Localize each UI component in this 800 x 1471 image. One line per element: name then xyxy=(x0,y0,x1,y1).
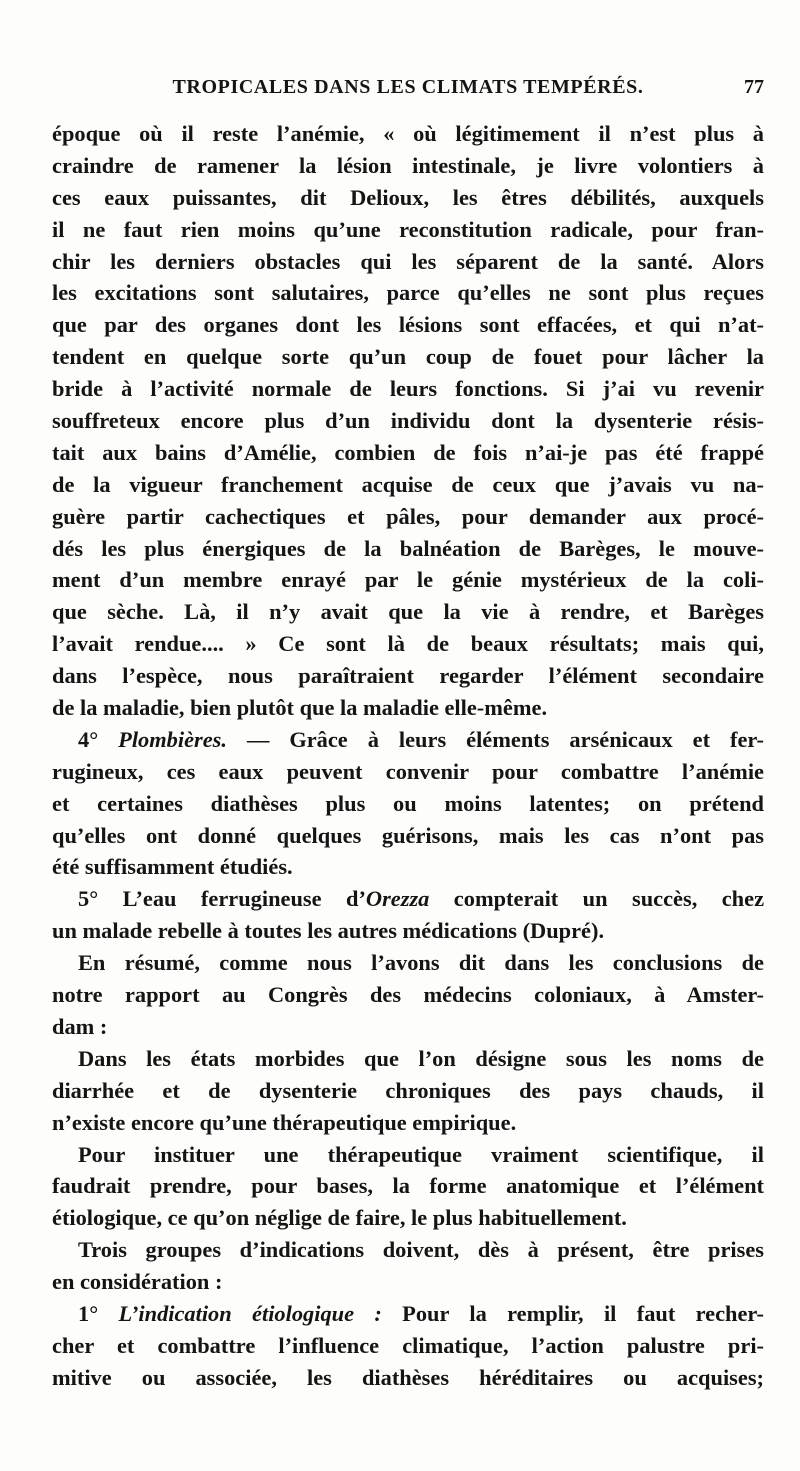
text-line: notre rapport au Congrès des médecins coloniaux, à Amster- xyxy=(52,982,764,1008)
text-line: qu’elles ont donné quelques guérisons, mais les cas n’ont pas xyxy=(52,822,764,848)
text-line: que par des organes dont les lésions sont effacées, et qui n’at- xyxy=(52,312,764,338)
text-line: dans l’espèce, nous paraîtraient regarder l’élément secondaire xyxy=(52,663,764,689)
text-line: mitive ou associée, les diathèses héréditaires ou acquises; xyxy=(52,1364,764,1390)
text-line: chir les derniers obstacles qui les séparent de la santé. Alors xyxy=(52,248,764,274)
text-line: guère partir cachectiques et pâles, pour demander aux procé- xyxy=(52,503,764,529)
text-line: faudrait prendre, pour bases, la forme anatomique et l’élément xyxy=(52,1173,764,1199)
text-line: dés les plus énergiques de la balnéation de Barèges, le mouve- xyxy=(52,535,764,561)
text-line: souffreteux encore plus d’un individu dont la dysenterie résis- xyxy=(52,408,764,434)
text-line: rugineux, ces eaux peuvent convenir pour combattre l’anémie xyxy=(52,758,764,784)
indication-text: Pour la remplir, il faut recher- xyxy=(381,1300,764,1326)
text-line: En résumé, comme nous l’avons dit dans les conclusions de xyxy=(78,950,764,976)
text-line: en considération : xyxy=(52,1269,223,1295)
orezza-line xyxy=(52,883,764,915)
orezza-after: compterait un succès, chez xyxy=(429,886,764,912)
text-line: que sèche. Là, il n’y avait que la vie à rendre, et Barèges xyxy=(52,599,764,625)
text-line: époque où il reste l’anémie, « où légitimement il n’est plus à xyxy=(52,121,764,146)
page-number: 77 xyxy=(744,76,764,98)
text-line: l’avait rendue.... » Ce sont là de beaux résultats; mais qui, xyxy=(52,631,764,657)
text-line: de la maladie, bien plutôt que la maladie elle-même. xyxy=(52,695,548,721)
plombieres-text: — Grâce à leurs éléments arsénicaux et fer- xyxy=(226,726,764,752)
text-line: ces eaux puissantes, dit Delioux, les êtres débilités, auxquels xyxy=(52,184,764,210)
orezza-name: Orezza xyxy=(365,886,430,912)
text-line: Pour instituer une thérapeutique vraiment scientifique, il xyxy=(78,1141,764,1167)
body-text xyxy=(52,118,764,1394)
text-line: dam : xyxy=(52,1013,108,1039)
text-line: étiologique, ce qu’on néglige de faire, le plus habituellement. xyxy=(52,1205,627,1231)
text-line: un malade rebelle à toutes les autres médications (Dupré). xyxy=(52,918,605,944)
text-line: diarrhée et de dysenterie chroniques des pays chauds, il xyxy=(52,1077,764,1103)
page-header xyxy=(52,76,764,106)
text-line: tendent en quelque sorte qu’un coup de fouet pour lâcher la xyxy=(52,344,764,370)
text-line: cher et combattre l’influence climatique, l’action palustre pri- xyxy=(52,1332,764,1358)
text-line: été suffisamment étudiés. xyxy=(52,854,293,880)
text-line: ment d’un membre enrayé par le génie mystérieux de la coli- xyxy=(52,567,764,593)
text-line: bride à l’activité normale de leurs fonctions. Si j’ai vu revenir xyxy=(52,376,764,402)
plombieres-title: Plombières. xyxy=(118,726,227,752)
text-line: Dans les états morbides que l’on désigne sous les noms de xyxy=(78,1045,764,1071)
text-line: n’existe encore qu’une thérapeutique empirique. xyxy=(52,1109,517,1135)
text-line: et certaines diathèses plus ou moins latentes; on prétend xyxy=(52,790,764,816)
indication-heading-line xyxy=(52,1298,764,1330)
text-line: tait aux bains d’Amélie, combien de fois n’ai-je pas été frappé xyxy=(52,439,764,465)
text-line: craindre de ramener la lésion intestinale, je livre volontiers à xyxy=(52,152,764,178)
plombieres-heading-line xyxy=(52,724,764,756)
section-number: 4° xyxy=(78,726,99,752)
section-number: 1° xyxy=(78,1300,99,1326)
text-line: les excitations sont salutaires, parce qu’elles ne sont plus reçues xyxy=(52,280,764,306)
indication-title: L’indication étiologique : xyxy=(118,1300,382,1326)
text-line: il ne faut rien moins qu’une reconstitution radicale, pour fran- xyxy=(52,216,764,242)
text-line: de la vigueur franchement acquise de ceux que j’avais vu na- xyxy=(52,471,764,497)
orezza-before: 5° L’eau ferrugineuse d’ xyxy=(78,886,366,912)
text-line: Trois groupes d’indications doivent, dès à présent, être prises xyxy=(78,1237,764,1263)
running-title: TROPICALES DANS LES CLIMATS TEMPÉRÉS. xyxy=(172,76,644,98)
